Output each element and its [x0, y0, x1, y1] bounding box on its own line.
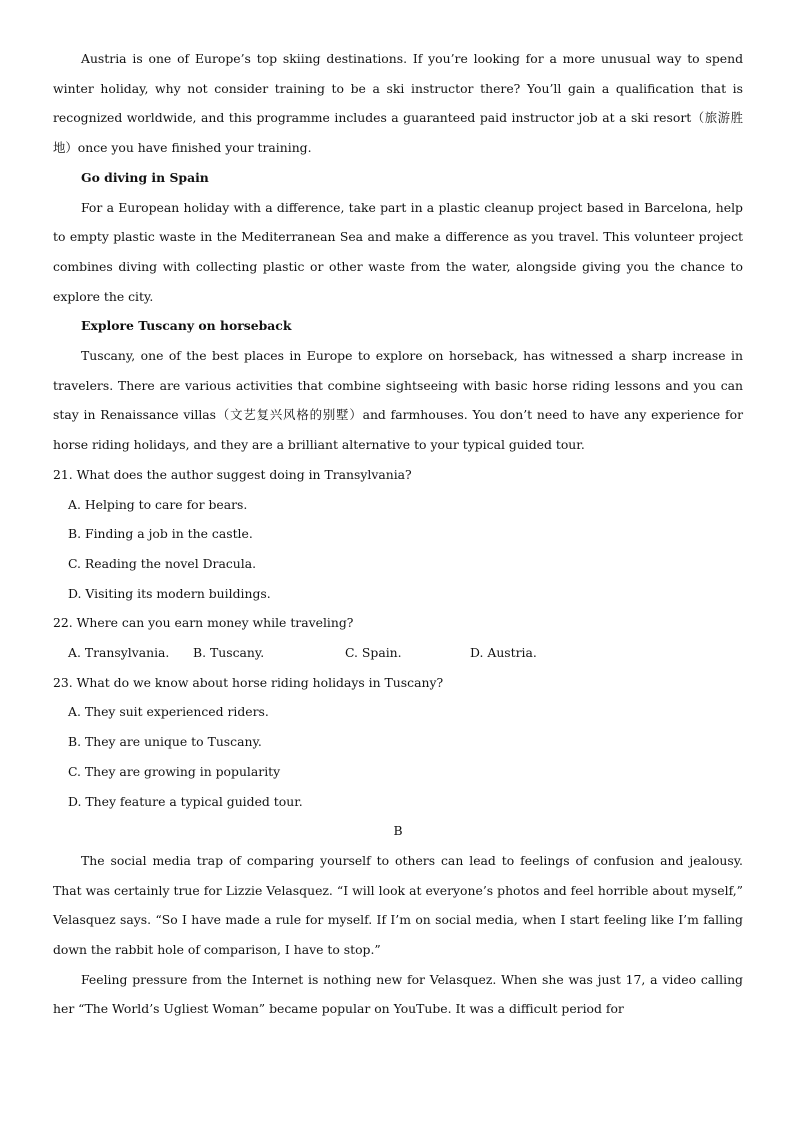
option-23d: D. They feature a typical guided tour.: [68, 793, 303, 809]
options-row-22: [53, 638, 743, 668]
option-23a: A. They suit experienced riders.: [68, 704, 269, 720]
option-21a: A. Helping to care for bears.: [68, 496, 248, 512]
document-page: [53, 44, 743, 1024]
option-22b: B. Tuscany.: [193, 645, 265, 661]
option-21b: B. Finding a job in the castle.: [68, 526, 253, 542]
paragraph-tuscany: Tuscany, one of the best places in Europe to explore on horseback, has witnessed a sharp increase in travelers. There are various activities that combine sightseeing with basic horse riding lessons and you can stay in Renaissance villas（文艺复兴风格的别墅）and farmhouses. You don’t need to have any experience for horse riding holidays, and they are a brilliant alternative to your typical guided tour.: [53, 348, 743, 453]
option-23c: C. They are growing in popularity: [68, 763, 281, 779]
heading-tuscany: Explore Tuscany on horseback: [81, 318, 292, 334]
option-22c: C. Spain.: [345, 645, 402, 661]
heading-spain: Go diving in Spain: [81, 169, 209, 185]
paragraph-austria: Austria is one of Europe’s top skiing destinations. If you’re looking for a more unusual way to spend winter holiday, why not consider training to be a ski instructor there? You’ll gain a qualification that is recognized worldwide, and this programme includes a guaranteed paid instructor job at a ski resort（旅游胜地）once you have finished your training.: [53, 51, 743, 156]
option-22d: D. Austria.: [470, 645, 537, 661]
option-23b: B. They are unique to Tuscany.: [68, 734, 262, 750]
option-21d: D. Visiting its modern buildings.: [68, 585, 271, 601]
question-23: 23. What do we know about horse riding holidays in Tuscany?: [53, 674, 444, 690]
section-b-label: B: [393, 823, 403, 839]
question-21: 21. What does the author suggest doing in Transylvania?: [53, 466, 412, 482]
paragraph-b1: The social media trap of comparing yourself to others can lead to feelings of confusion and jealousy. That was certainly true for Lizzie Velasquez. “I will look at everyone’s photos and feel horrible about myself,” Velasquez says. “So I have made a rule for myself. If I’m on social media, when I start feeling like I’m falling down the rabbit hole of comparison, I have to stop.”: [53, 852, 743, 958]
paragraph-b2: Feeling pressure from the Internet is nothing new for Velasquez. When she was just 17, a video calling her “The World’s Ugliest Woman” became popular on YouTube. It was a difficult period for: [53, 971, 743, 1017]
option-22a: A. Transylvania.: [68, 645, 170, 661]
paragraph-spain: For a European holiday with a difference, take part in a plastic cleanup project based in Barcelona, help to empty plastic waste in the Mediterranean Sea and make a difference as you travel. This volunteer project combines diving with collecting plastic or other waste from the water, alongside giving you the chance to explore the city.: [53, 199, 743, 304]
question-22: 22. Where can you earn money while traveling?: [53, 615, 354, 631]
option-21c: C. Reading the novel Dracula.: [68, 555, 257, 571]
